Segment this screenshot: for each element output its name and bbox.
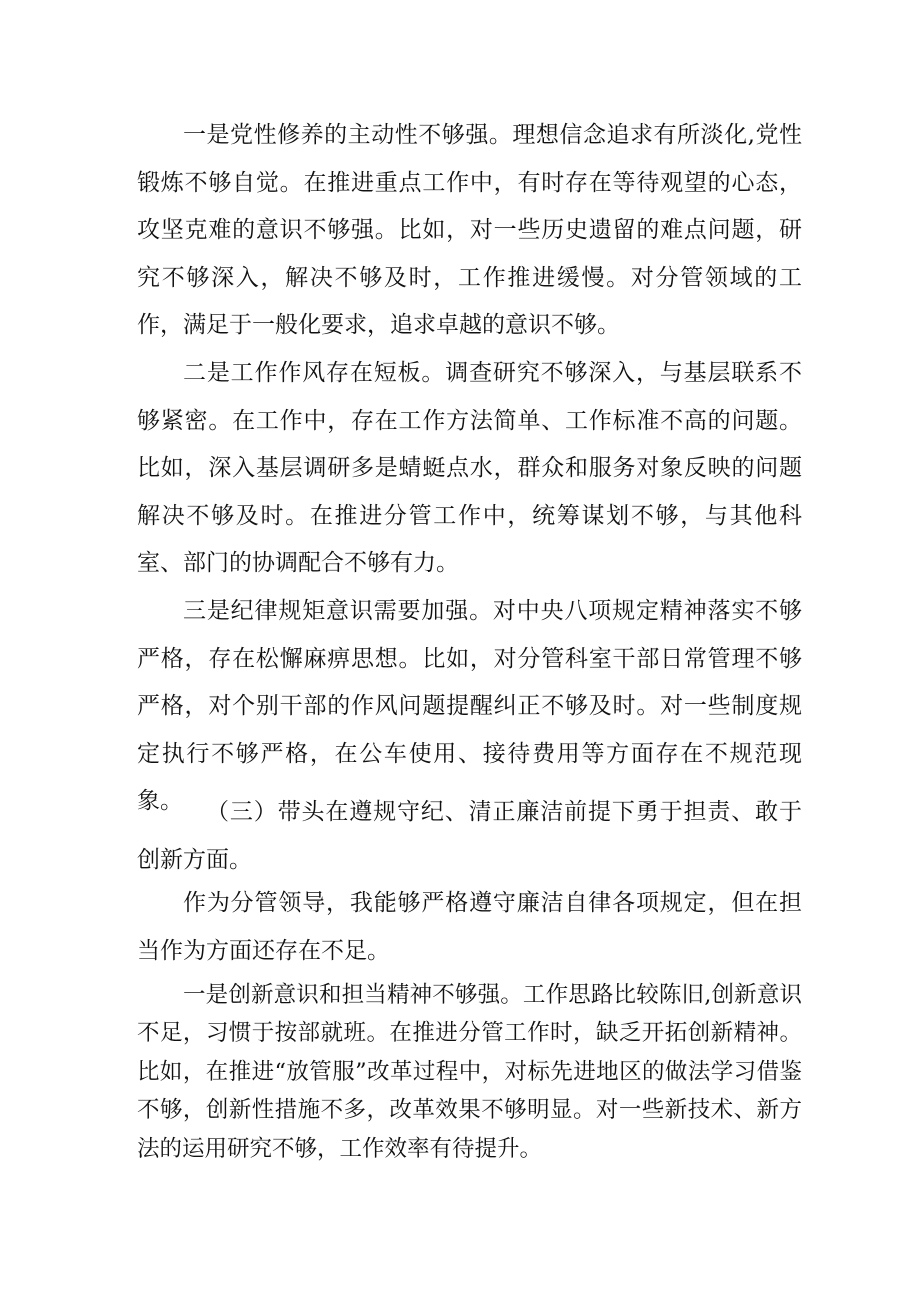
paragraph-party-spirit: 一是党性修养的主动性不够强。理想信念追求有所淡化,党性锻炼不够自觉。在推进重点工作中，有时存在等待观望的心态，攻坚克难的意识不够强。比如，对一些历史遗留的难点问题，研究不够深入，解决不够及时，工作推进缓慢。对分管领域的工作，满足于一般化要求，追求卓越的意识不够。 — [137, 122, 802, 339]
paragraph-innovation: 一是创新意识和担当精神不够强。工作思路比较陈旧,创新意识不足，习惯于按部就班。在推进分管工作时，缺乏开拓创新精神。比如，在推进“放管服”改革过程中，对标先进地区的做法学习借鉴不够，创新性措施不多，改革效果不够明显。对一些新技术、新方法的运用研究不够，工作效率有待提升。 — [137, 982, 802, 1162]
paragraph-discipline: 三是纪律规矩意识需要加强。对中央八项规定精神落实不够严格，存在松懈麻痹思想。比如，对分管科室干部日常管理不够严格，对个别干部的作风问题提醒纠正不够及时。对一些制度规定执行不够严格，在公车使用、接待费用等方面存在不规范现象。 — [137, 598, 802, 815]
paragraph-leadership-intro: 作为分管领导，我能够严格遵守廉洁自律各项规定，但在担当作为方面还存在不足。 — [137, 890, 802, 964]
paragraph-work-style: 二是工作作风存在短板。调查研究不够深入，与基层联系不够紧密。在工作中，存在工作方法简单、工作标准不高的问题。比如，深入基层调研多是蜻蜓点水，群众和服务对象反映的问题解决不够及时。在推进分管工作中，统筹谋划不够，与其他科室、部门的协调配合不够有力。 — [137, 360, 802, 577]
section-heading-three: （三）带头在遵规守纪、清正廉洁前提下勇于担责、敢于创新方面。 — [137, 799, 802, 873]
